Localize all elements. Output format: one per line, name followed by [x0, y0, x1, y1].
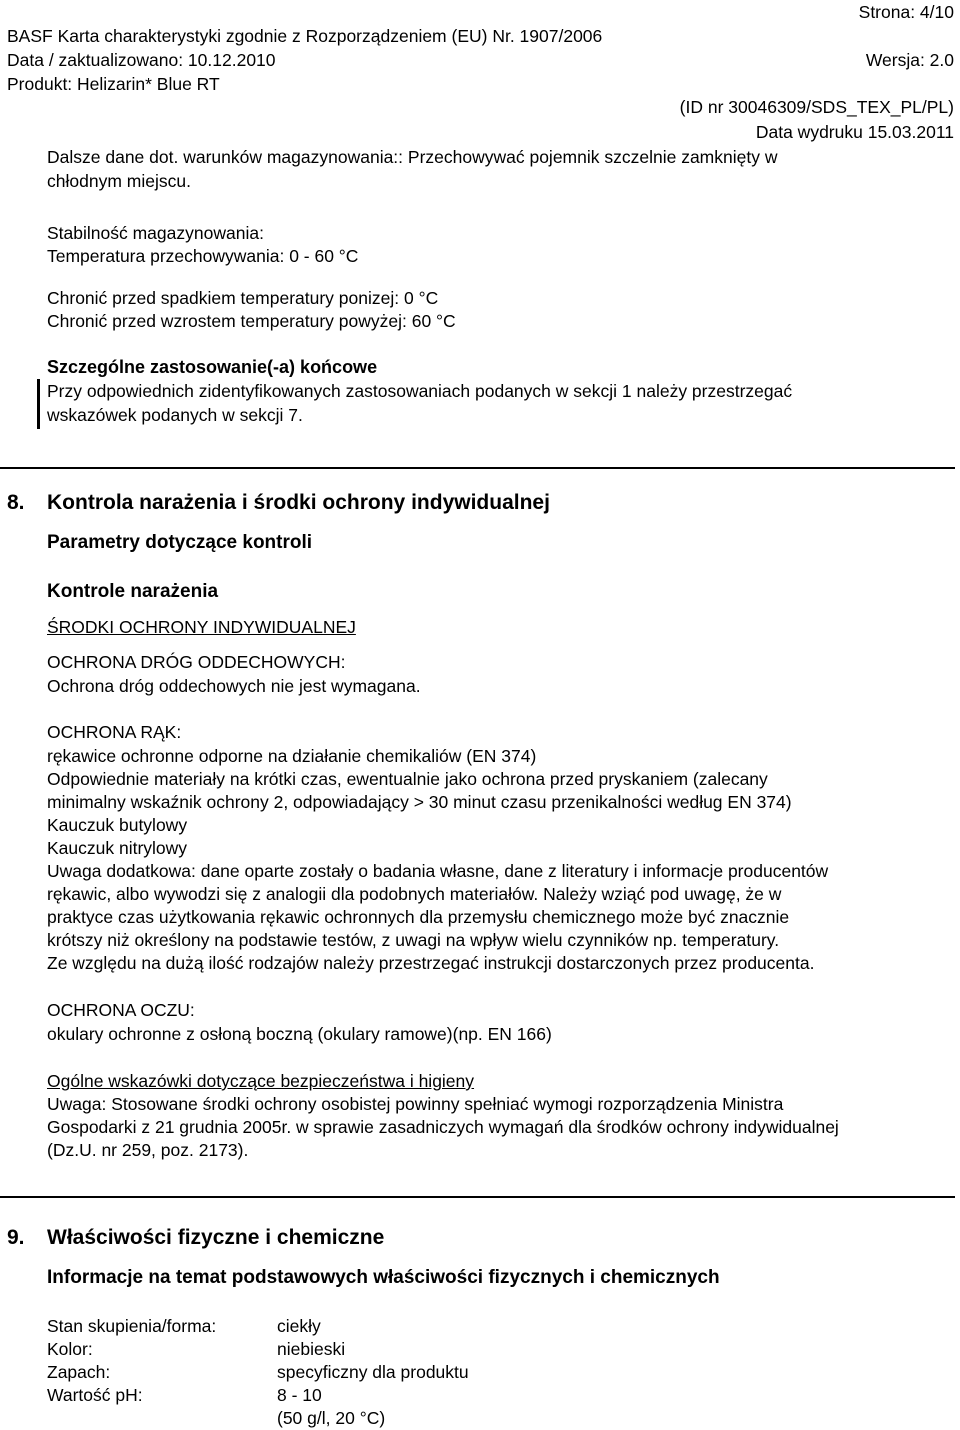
hand-protection-line: Odpowiednie materiały na krótki czas, ewentualnie jako ochrona przed pryskaniem (zalecany	[47, 769, 768, 789]
ppe-heading: ŚRODKI OCHRONY INDYWIDUALNEJ	[47, 617, 356, 637]
section-divider	[0, 467, 955, 469]
section-8-title: Kontrola narażenia i środki ochrony indywidualnej	[47, 491, 550, 514]
ph-condition: (50 g/l, 20 °C)	[277, 1408, 386, 1428]
respiratory-heading: OCHRONA DRÓG ODDECHOWYCH:	[47, 652, 346, 672]
document-id: (ID nr 30046309/SDS_TEX_PL/PL)	[679, 97, 954, 117]
protect-below-temp: Chronić przed spadkiem temperatury ponizej: 0 °C	[47, 288, 439, 308]
property-value: niebieski	[277, 1339, 346, 1359]
property-label: Wartość pH:	[47, 1385, 143, 1405]
hand-protection-line: praktyce czas użytkowania rękawic ochronnych dla przemysłu chemicznego może być znacznie	[47, 907, 790, 927]
storage-temperature: Temperatura przechowywania: 0 - 60 °C	[47, 246, 359, 266]
hand-protection-line: rękawice ochronne odporne na działanie chemikaliów (EN 374)	[47, 746, 537, 766]
print-date: Data wydruku 15.03.2011	[755, 122, 954, 142]
hand-protection-line: minimalny wskaźnik ochrony 2, odpowiadający > 30 minut czasu przenikalności według EN 374)	[47, 792, 792, 812]
control-parameters-heading: Parametry dotyczące kontroli	[47, 532, 313, 553]
document-title: BASF Karta charakterystyki zgodnie z Rozporządzeniem (EU) Nr. 1907/2006	[7, 26, 603, 46]
version: Wersja: 2.0	[865, 50, 954, 70]
hygiene-heading: Ogólne wskazówki dotyczące bezpieczeństwa i higieny	[47, 1071, 475, 1091]
hand-protection-line: Kauczuk butylowy	[47, 815, 188, 835]
hygiene-line: Uwaga: Stosowane środki ochrony osobistej powinny spełniać wymogi rozporządzenia Ministra	[47, 1094, 784, 1114]
section-8-number: 8.	[7, 491, 25, 514]
end-use-heading: Szczególne zastosowanie(-a) końcowe	[47, 357, 378, 377]
hand-protection-line: krótszy niż określony na podstawie testów, z uwagi na wpływ wielu czynników np. temperatury.	[47, 930, 780, 950]
revision-marker	[37, 379, 40, 429]
date-updated: Data / zaktualizowano: 10.12.2010	[7, 50, 276, 70]
hand-protection-line: rękawic, albo wywodzi się z analogii dla podobnych materiałów. Należy wziąć pod uwagę, że w	[47, 884, 782, 904]
end-use-text-line2: wskazówek podanych w sekcji 7.	[47, 405, 303, 425]
property-label: Zapach:	[47, 1362, 111, 1382]
hand-protection-line: Ze względu na dużą ilość rodzajów należy przestrzegać instrukcji dostarczonych przez producenta.	[47, 953, 815, 973]
property-value: ciekły	[277, 1316, 321, 1336]
section-9-number: 9.	[7, 1226, 25, 1249]
section-9-subheading: Informacje na temat podstawowych właściwości fizycznych i chemicznych	[47, 1267, 720, 1288]
storage-conditions-line1: Dalsze dane dot. warunków magazynowania:: Przechowywać pojemnik szczelnie zamknięty w	[47, 147, 778, 167]
hygiene-line: (Dz.U. nr 259, poz. 2173).	[47, 1140, 249, 1160]
property-value: 8 - 10	[277, 1385, 322, 1405]
section-9-title: Właściwości fizyczne i chemiczne	[47, 1226, 385, 1249]
hand-protection-heading: OCHRONA RĄK:	[47, 722, 182, 742]
page-number: Strona: 4/10	[858, 2, 954, 22]
hand-protection-line: Kauczuk nitrylowy	[47, 838, 188, 858]
protect-above-temp: Chronić przed wzrostem temperatury powyżej: 60 °C	[47, 311, 456, 331]
property-label: Stan skupienia/forma:	[47, 1316, 217, 1336]
end-use-text-line1: Przy odpowiednich zidentyfikowanych zastosowaniach podanych w sekcji 1 należy przestrzegać	[47, 381, 793, 401]
storage-stability-label: Stabilność magazynowania:	[47, 223, 264, 243]
section-divider	[0, 1196, 955, 1198]
exposure-controls-heading: Kontrole narażenia	[47, 581, 219, 602]
property-value: specyficzny dla produktu	[277, 1362, 469, 1382]
eye-protection-heading: OCHRONA OCZU:	[47, 1000, 195, 1020]
hygiene-line: Gospodarki z 21 grudnia 2005r. w sprawie zasadniczych wymagań dla środków ochrony indywidualnej	[47, 1117, 839, 1137]
hand-protection-line: Uwaga dodatkowa: dane oparte zostały o badania własne, dane z literatury i informacje producentów	[47, 861, 829, 881]
property-label: Kolor:	[47, 1339, 93, 1359]
eye-protection-text: okulary ochronne z osłoną boczną (okulary ramowe)(np. EN 166)	[47, 1024, 552, 1044]
respiratory-text: Ochrona dróg oddechowych nie jest wymagana.	[47, 676, 421, 696]
product-name: Produkt: Helizarin* Blue RT	[7, 74, 220, 94]
storage-conditions-line2: chłodnym miejscu.	[47, 171, 191, 191]
